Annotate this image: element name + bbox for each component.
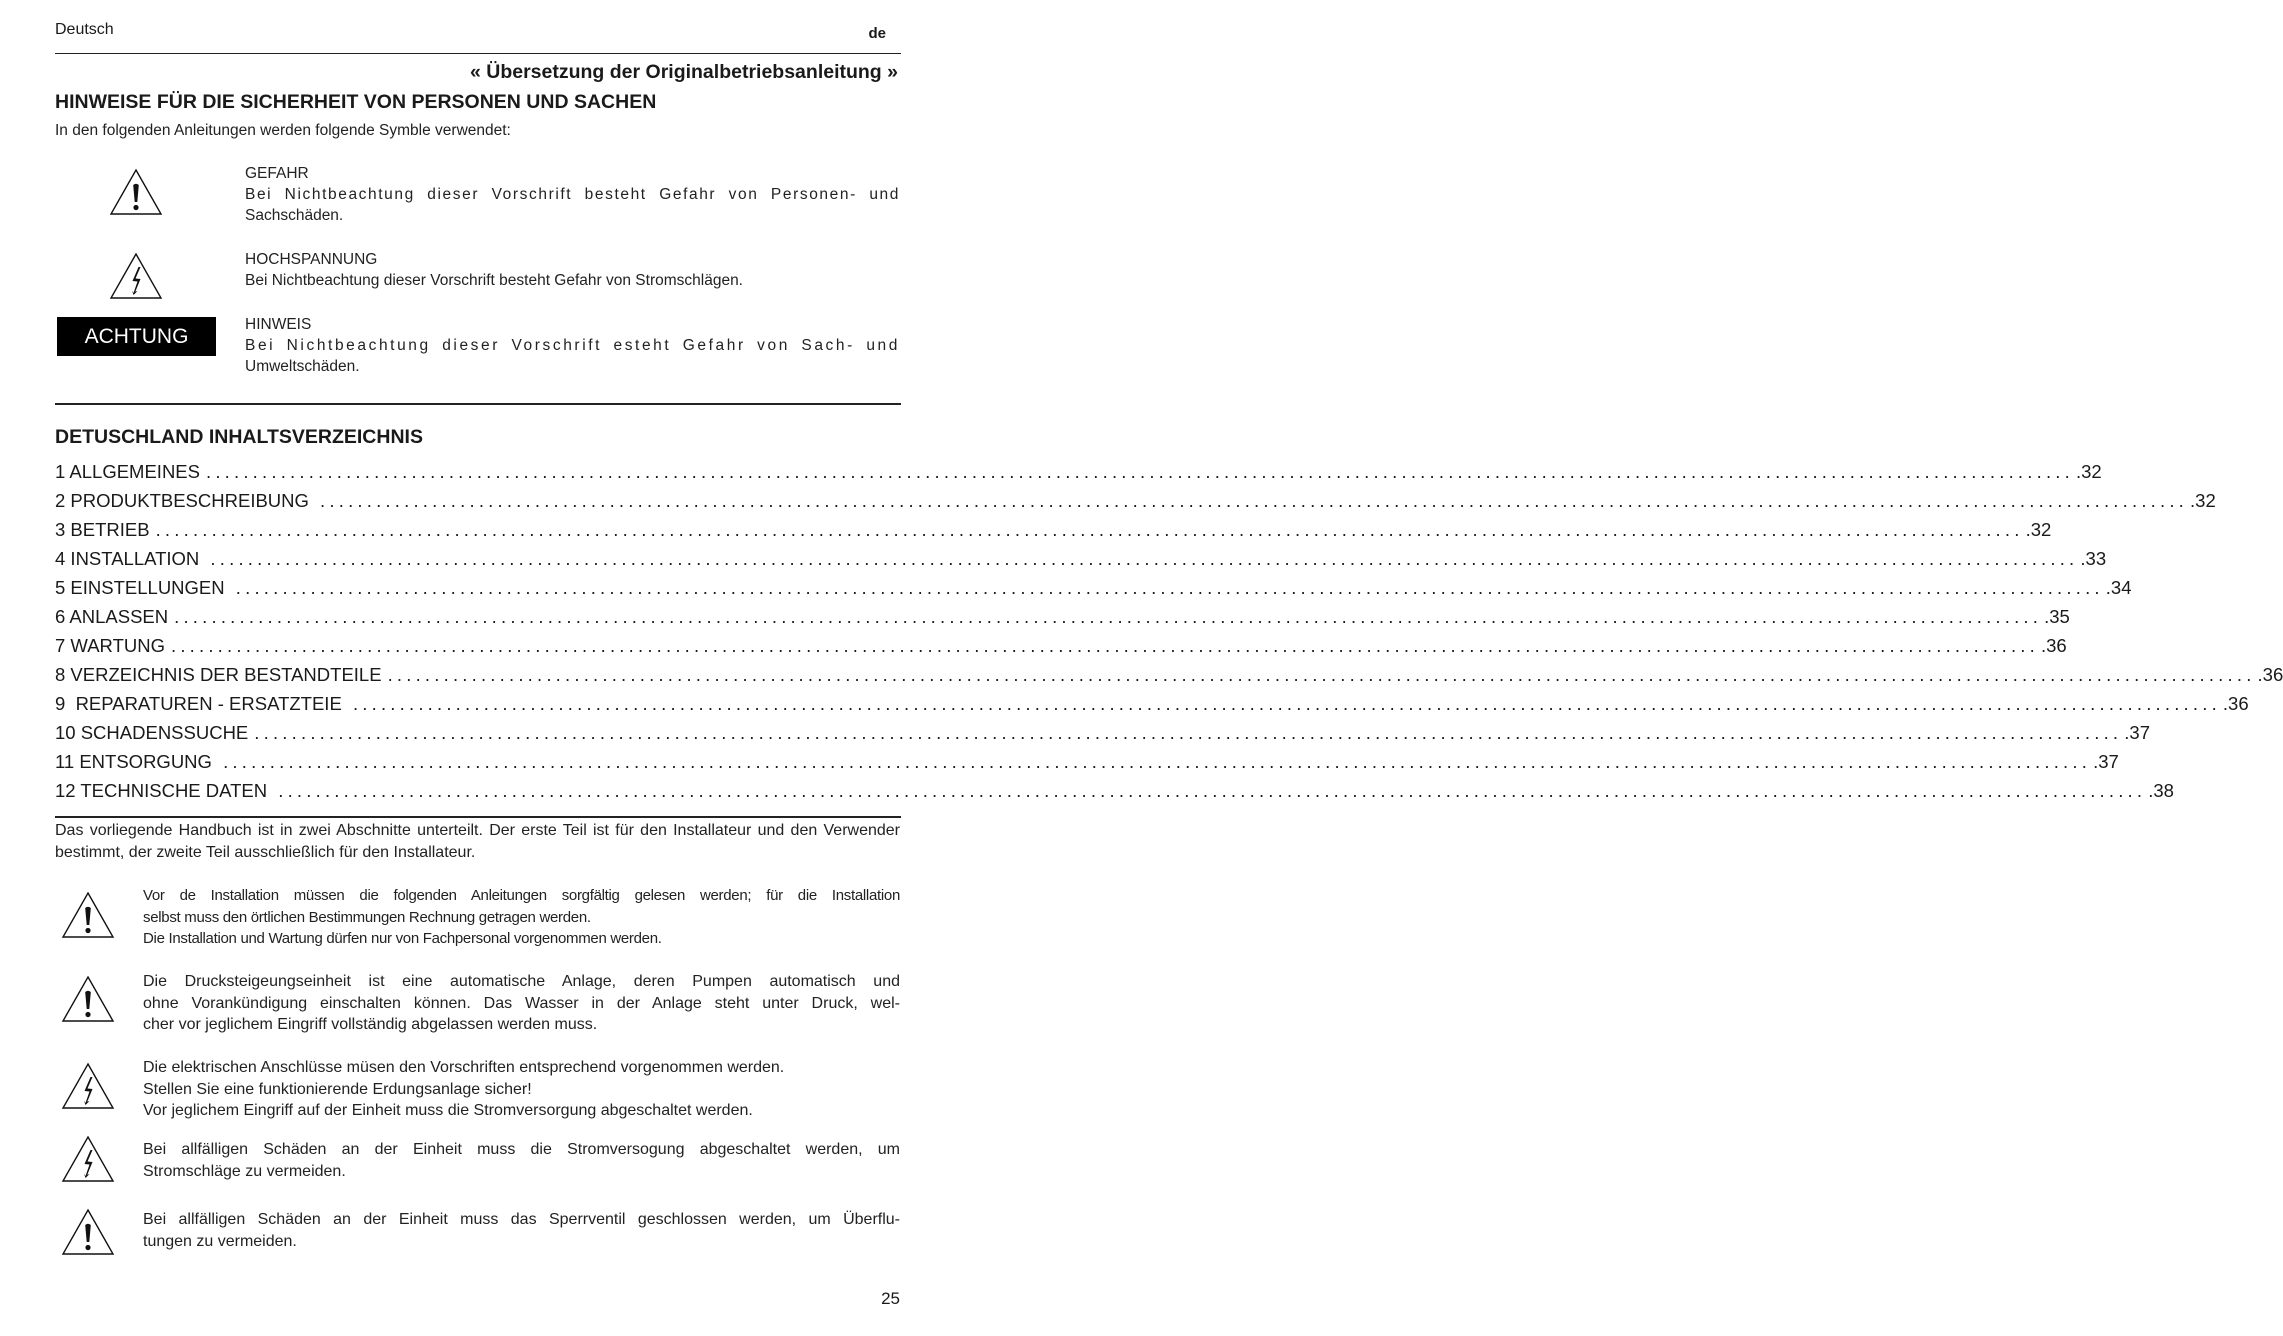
header-lang-code: de <box>868 25 886 42</box>
warning-line: Vor de Installation müssen die folgenden Anleitungen sorgfältig gelesen werden; für die Installation <box>143 887 900 904</box>
toc-heading: DETUSCHLAND INHALTSVERZEICHNIS <box>55 426 423 448</box>
symbol-caption: GEFAHR <box>245 165 309 182</box>
warning-electrical <box>143 1057 900 1122</box>
toc-entry[interactable] <box>55 515 2052 544</box>
toc-entry[interactable] <box>55 776 2174 805</box>
warning-line: Bei allfälligen Schäden an der Einheit muss das Sperrventil geschlossen werden, um Überflu- <box>143 1211 900 1228</box>
toc-entry[interactable] <box>55 689 2249 718</box>
toc-leader-dots: ........................................................................................................................................................................................................ <box>278 780 2147 801</box>
warning-line: selbst muss den örtlichen Bestimmungen Rechnung getragen werden. <box>143 908 591 926</box>
table-of-contents <box>55 457 2283 805</box>
toc-leader-dots: ........................................................................................................................................................................................................ <box>320 490 2189 511</box>
toc-entry-label: 10 SCHADENSSUCHE <box>55 722 249 743</box>
toc-entry-label: 11 ENTSORGUNG <box>55 751 218 772</box>
section-divider <box>55 816 901 818</box>
toc-entry[interactable] <box>55 457 2102 486</box>
toc-entry-label: 3 BETRIEB <box>55 519 150 540</box>
toc-leader-dots: ........................................................................................................................................................................................................ <box>235 577 2104 598</box>
symbol-description: Bei Nichtbeachtung dieser Vorschrift besteht Gefahr von Stromschlägen. <box>245 272 743 289</box>
symbol-danger <box>245 163 900 226</box>
toc-entry-label: 6 ANLASSEN <box>55 606 169 627</box>
warning-pressure <box>143 971 900 1036</box>
toc-entry-page: .36 <box>2222 693 2249 714</box>
warning-line: Stromschläge zu vermeiden. <box>143 1162 346 1180</box>
symbol-description: Sachschäden. <box>245 207 344 224</box>
toc-entry[interactable] <box>55 602 2070 631</box>
toc-entry-label: 7 WARTUNG <box>55 635 165 656</box>
toc-entry-page: .32 <box>2190 490 2216 511</box>
symbol-description: Bei Nichtbeachtung dieser Vorschrift besteht Gefahr von Personen- und <box>245 186 900 203</box>
toc-entry[interactable] <box>55 718 2150 747</box>
toc-entry[interactable] <box>55 486 2216 515</box>
toc-entry-label: 12 TECHNISCHE DATEN <box>55 780 273 801</box>
toc-leader-dots: ........................................................................................................................................................................................................ <box>387 664 2256 685</box>
high-voltage-triangle-icon <box>61 1062 115 1110</box>
symbol-high-voltage <box>245 249 900 291</box>
toc-entry-page: .35 <box>2044 606 2070 627</box>
toc-entry-page: .37 <box>2124 722 2150 743</box>
page-number: 25 <box>881 1289 900 1308</box>
warning-power-off <box>143 1139 900 1182</box>
toc-entry-page: .32 <box>2075 461 2102 482</box>
achtung-badge: ACHTUNG <box>57 317 216 356</box>
warning-line: Stellen Sie eine funktionierende Erdungsanlage sicher! <box>143 1080 532 1098</box>
safety-intro: In den folgenden Anleitungen werden folgende Symble verwendet: <box>55 122 511 139</box>
toc-leader-dots: ........................................................................................................................................................................................................ <box>254 722 2123 743</box>
toc-entry-page: .37 <box>2093 751 2119 772</box>
exclamation-triangle-icon <box>61 1208 115 1256</box>
toc-leader-dots: ........................................................................................................................................................................................................ <box>223 751 2092 772</box>
warning-line: tungen zu vermeiden. <box>143 1232 297 1250</box>
toc-leader-dots: ........................................................................................................................................................................................................ <box>352 693 2221 714</box>
toc-entry-label: 9 REPARATUREN - ERSATZTEIE <box>55 693 347 714</box>
toc-entry-label: 5 EINSTELLUNGEN <box>55 577 230 598</box>
exclamation-triangle-icon <box>61 891 115 939</box>
header-language: Deutsch <box>55 21 114 38</box>
toc-entry-page: .32 <box>2025 519 2052 540</box>
warning-line: Die elektrischen Anschlüsse müsen den Vorschriften entsprechend vorgenommen werden. <box>143 1059 785 1076</box>
warning-line: Bei allfälligen Schäden an der Einheit muss die Stromversogung abgeschaltet werden, um <box>143 1141 900 1158</box>
toc-leader-dots: ........................................................................................................................................................................................................ <box>174 606 2043 627</box>
toc-entry-label: 1 ALLGEMEINES <box>55 461 200 482</box>
toc-entry-label: 4 INSTALLATION <box>55 548 205 569</box>
warning-line: cher vor jeglichem Eingriff vollständig abgelassen werden muss. <box>143 1016 598 1033</box>
toc-entry[interactable] <box>55 544 2107 573</box>
symbol-caption: HINWEIS <box>245 316 312 333</box>
warning-line: Vor jeglichem Eingriff auf der Einheit muss die Stromversorgung abgeschaltet werden. <box>143 1102 753 1119</box>
warning-installation <box>143 885 900 950</box>
toc-entry-label: 8 VERZEICHNIS DER BESTANDTEILE <box>55 664 382 685</box>
toc-entry-label: 2 PRODUKTBESCHREIBUNG <box>55 490 315 511</box>
warning-shutoff-valve <box>143 1209 900 1252</box>
toc-leader-dots: ........................................................................................................................................................................................................ <box>210 548 2079 569</box>
warning-line: Die Installation und Wartung dürfen nur von Fachpersonal vorgenommen werden. <box>143 930 662 947</box>
high-voltage-triangle-icon <box>61 1135 115 1183</box>
section-divider <box>55 403 901 405</box>
exclamation-triangle-icon <box>61 975 115 1023</box>
toc-leader-dots: ........................................................................................................................................................................................................ <box>170 635 2039 656</box>
toc-entry[interactable] <box>55 631 2067 660</box>
safety-heading: HINWEISE FÜR DIE SICHERHEIT VON PERSONEN UND SACHEN <box>55 91 657 113</box>
toc-entry-page: .38 <box>2148 780 2174 801</box>
symbol-caption: HOCHSPANNUNG <box>245 251 378 268</box>
header-rule <box>55 53 901 54</box>
exclamation-triangle-icon <box>109 168 163 216</box>
symbol-description: Umweltschäden. <box>245 358 360 375</box>
toc-entry[interactable] <box>55 573 2132 602</box>
warning-line: Die Drucksteigeungseinheit ist eine automatische Anlage, deren Pumpen automatisch und <box>143 973 900 990</box>
warning-line: ohne Vorankündigung einschalten können. Das Wasser in der Anlage steht unter Druck, wel- <box>143 994 900 1012</box>
toc-entry-page: .36 <box>2257 664 2283 685</box>
toc-leader-dots: ........................................................................................................................................................................................................ <box>155 519 2024 540</box>
toc-entry-page: .33 <box>2080 548 2107 569</box>
symbol-notice <box>245 314 900 377</box>
toc-leader-dots: ........................................................................................................................................................................................................ <box>205 461 2074 482</box>
toc-entry-page: .34 <box>2105 577 2132 598</box>
manual-note: Das vorliegende Handbuch ist in zwei Abschnitte unterteilt. Der erste Teil ist für den Installateur und den Verwender bestimmt, der zweite Teil ausschließlich für den Installateur. <box>55 822 900 861</box>
toc-entry-page: .36 <box>2040 635 2067 656</box>
symbol-description: Bei Nichtbeachtung dieser Vorschrift esteht Gefahr von Sach- und <box>245 337 900 354</box>
document-subtitle: « Übersetzung der Originalbetriebsanleitung » <box>469 61 898 83</box>
toc-entry[interactable] <box>55 747 2119 776</box>
high-voltage-triangle-icon <box>109 252 163 300</box>
toc-entry[interactable] <box>55 660 2283 689</box>
